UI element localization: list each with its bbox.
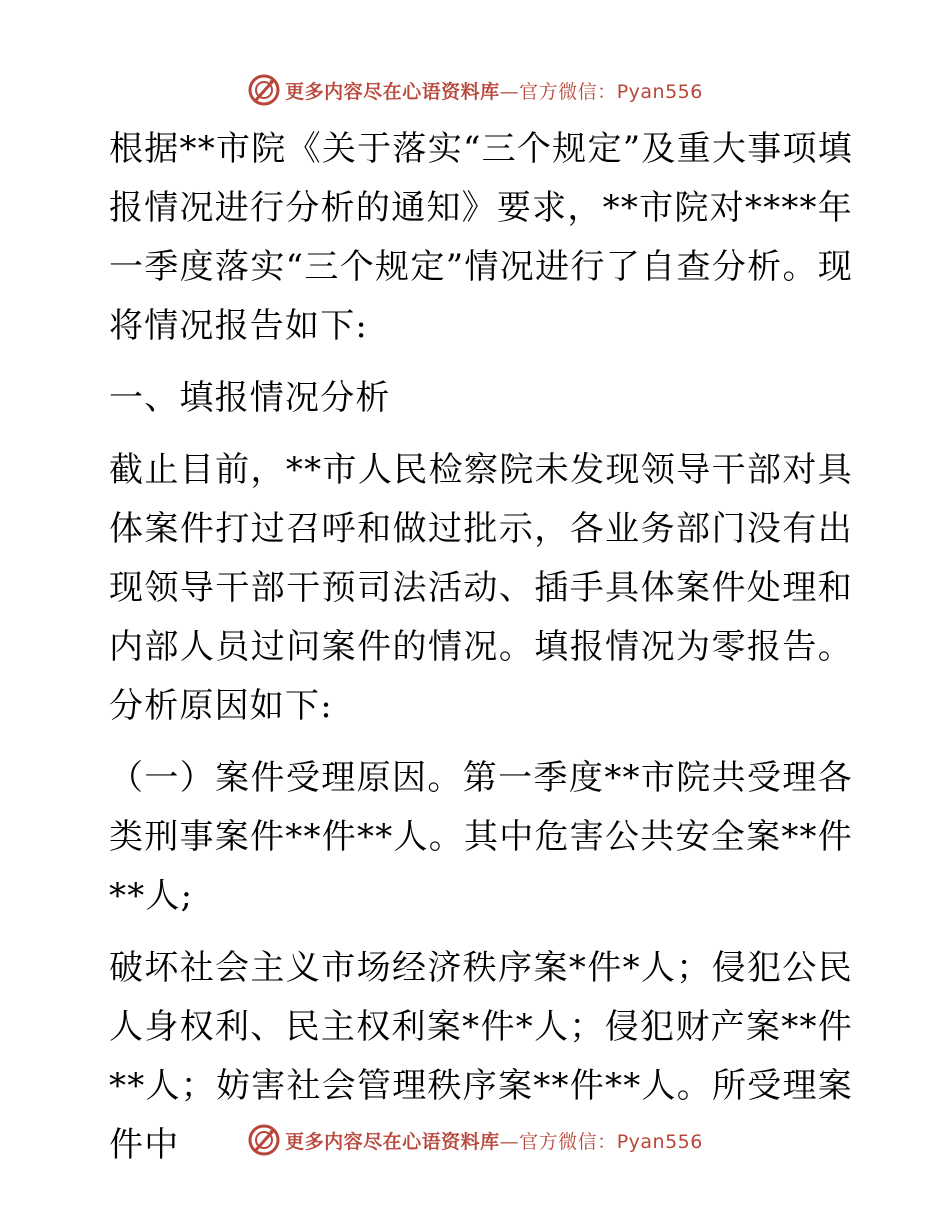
brand-logo-icon <box>247 1123 281 1157</box>
banner-sub-text: 官方微信： <box>519 80 617 103</box>
header-watermark-banner <box>0 72 950 108</box>
banner-main-text: 更多内容尽在心语资料库 <box>285 1130 500 1153</box>
banner-inner <box>247 1123 703 1157</box>
section-heading: 一、填报情况分析 <box>109 378 391 418</box>
document-body <box>97 120 853 1175</box>
footer-watermark-banner <box>0 1122 950 1158</box>
paragraph-case-acceptance: （一）案件受理原因。第一季度**市院共受理各类刑事案件**件**人。其中危害公共安全案**件**人; <box>109 758 853 916</box>
banner-wechat-id: Pyan556 <box>616 80 703 103</box>
paragraph-analysis: 截止目前，**市人民检察院未发现领导干部对具体案件打过召呼和做过批示，各业务部门没有出现领导干部干预司法活动、插手具体案件处理和内部人员过问案件的情况。填报情况为零报告。分析原因如下: <box>109 450 853 726</box>
paragraph-intro: 根据**市院《关于落实“三个规定”及重大事项填报情况进行分析的通知》要求，**市院对****年一季度落实“三个规定”情况进行了自查分析。现将情况报告如下: <box>109 129 853 346</box>
banner-wechat-id: Pyan556 <box>616 1130 703 1153</box>
paragraph-case-categories: 破坏社会主义市场经济秩序案*件*人；侵犯公民人身权利、民主权利案*件*人；侵犯财产案**件**人；妨害社会管理秩序案**件**人。所受理案件中 <box>109 948 853 1165</box>
banner-main-text: 更多内容尽在心语资料库 <box>285 80 500 103</box>
banner-text <box>285 77 703 104</box>
banner-sub-text: 官方微信： <box>519 1130 617 1153</box>
banner-text <box>285 1127 703 1154</box>
brand-logo-icon <box>247 73 281 107</box>
banner-inner <box>247 73 703 107</box>
banner-separator: — <box>499 80 520 103</box>
banner-separator: — <box>499 1130 520 1153</box>
